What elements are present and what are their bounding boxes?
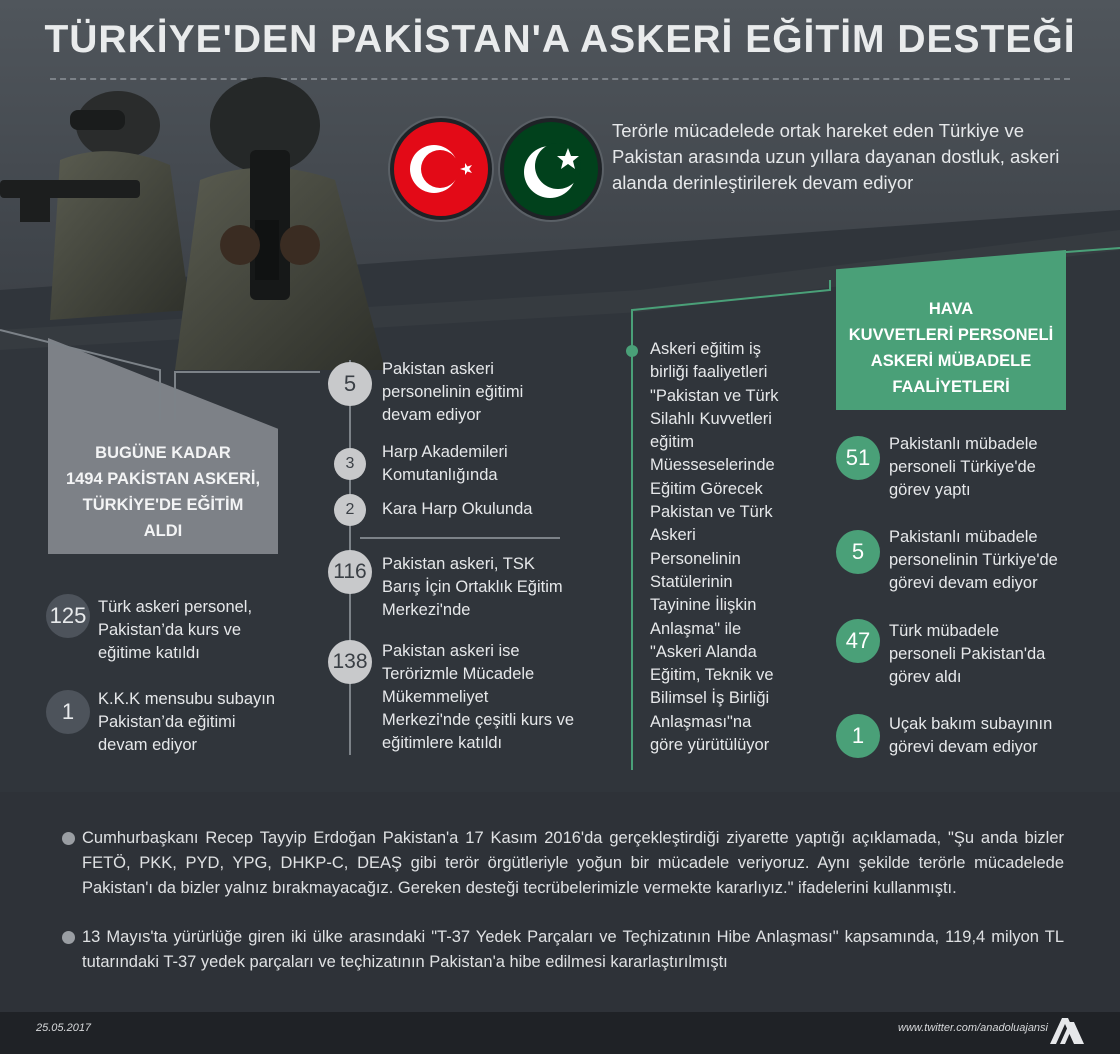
middle-line: Eğitim, Teknik ve bbox=[650, 666, 774, 685]
stat-line: Mükemmeliyet bbox=[382, 688, 489, 706]
stat-line: eğitime katıldı bbox=[98, 644, 200, 662]
middle-line: eğitim bbox=[650, 433, 695, 452]
middle-line: göre yürütülüyor bbox=[650, 736, 770, 755]
stat-number-circle: 138 bbox=[328, 640, 372, 684]
middle-line: "Askeri Alanda bbox=[650, 642, 757, 661]
stat-number-circle: 2 bbox=[334, 494, 366, 526]
anadolu-agency-logo-icon bbox=[1048, 1014, 1086, 1046]
middle-line: Müesseselerinde bbox=[650, 456, 775, 475]
middle-line: Anlaşması"na bbox=[650, 712, 752, 731]
heading-line: ASKERİ MÜBADELE bbox=[870, 352, 1032, 370]
stat-line: Pakistan askeri, TSK bbox=[382, 555, 535, 573]
publish-date: 25.05.2017 bbox=[36, 1022, 92, 1034]
stat-line: eğitimlere katıldı bbox=[382, 734, 503, 752]
stat-line: personeli Pakistan'da bbox=[889, 645, 1046, 663]
stat-line: Harp Akademileri bbox=[382, 443, 508, 461]
stat-description bbox=[98, 596, 288, 665]
stat-line: Merkezi'nde çeşitli kurs ve bbox=[382, 711, 575, 729]
middle-line: Silahlı Kuvvetleri bbox=[650, 409, 772, 428]
middle-line: Tayinine İlişkin bbox=[650, 596, 757, 615]
stat-description bbox=[889, 713, 1089, 759]
stat-line: Pakistan’da kurs ve bbox=[98, 621, 242, 639]
middle-line: Anlaşma" ile bbox=[650, 619, 742, 638]
stat-line: görevi devam ediyor bbox=[889, 574, 1038, 592]
stat-line: devam ediyor bbox=[98, 736, 198, 754]
stat-number-circle: 125 bbox=[46, 594, 90, 638]
stat-number-circle: 5 bbox=[328, 362, 372, 406]
stat-line: personelinin eğitimi bbox=[382, 383, 524, 401]
turkey-flag bbox=[390, 118, 492, 220]
stat-number-circle: 1 bbox=[46, 690, 90, 734]
stat-description bbox=[382, 358, 582, 427]
stat-line: personelinin Türkiye'de bbox=[889, 551, 1058, 569]
stat-number-circle: 116 bbox=[328, 550, 372, 594]
middle-line: "Pakistan ve Türk bbox=[650, 386, 779, 405]
middle-line: Statülerinin bbox=[650, 572, 733, 591]
stat-description bbox=[382, 640, 592, 755]
note-paragraph: 13 Mayıs'ta yürürlüğe giren iki ülke arasındaki "T-37 Yedek Parçaları ve Teçhizatının Hibe Anlaşması" kapsamında, 119,4 milyon TL tutarındaki T-37 yedek parçaları ve teçhizatının Pakistan'a hibe edilmesi kararlaştırılmıştı bbox=[82, 928, 1064, 971]
middle-agreement-text bbox=[650, 338, 800, 757]
stat-description bbox=[382, 498, 582, 521]
middle-line: Personelinin bbox=[650, 549, 741, 568]
stat-line: Pakistanlı mübadele bbox=[889, 435, 1038, 453]
timeline-dot bbox=[626, 345, 638, 357]
stat-line: görevi devam ediyor bbox=[889, 738, 1038, 756]
stat-line: K.K.K mensubu subayın bbox=[98, 690, 276, 708]
heading-line: KUVVETLERİ PERSONELİ bbox=[848, 326, 1054, 344]
air-force-heading bbox=[836, 296, 1066, 400]
stat-line: görev yaptı bbox=[889, 481, 971, 499]
stat-number-circle: 3 bbox=[334, 448, 366, 480]
middle-line: Pakistan ve Türk bbox=[650, 503, 773, 522]
stat-line: Pakistan askeri bbox=[382, 360, 494, 378]
stat-number-circle: 5 bbox=[836, 530, 880, 574]
note-paragraph: Cumhurbaşkanı Recep Tayyip Erdoğan Pakistan'a 17 Kasım 2016'da gerçekleştirdiği ziyarette yaptığı açıklamada, "Şu anda bizler FETÖ, PKK, PYD, YPG, DHKP-C, DEAŞ gibi terör örgütleriyle yoğun bir mücadele veriyoruz. Aynı şekilde terörle mücadelede Pakistan'ı da bizler yalnız bırakmayacağız. Gereken desteği tecrübelerimizle vermekte kararlıyız." ifadelerini kullanmıştı. bbox=[82, 829, 1064, 897]
page-title: TÜRKİYE'DEN PAKİSTAN'A ASKERİ EĞİTİM DESTEĞİ bbox=[44, 18, 1076, 61]
stat-description bbox=[382, 441, 582, 487]
stat-number-circle: 1 bbox=[836, 714, 880, 758]
stat-line: Türk askeri personel, bbox=[98, 598, 253, 616]
pakistan-flag bbox=[500, 118, 602, 220]
left-summary-heading bbox=[48, 440, 278, 544]
bullet-icon bbox=[62, 931, 75, 944]
stat-description bbox=[889, 433, 1089, 502]
left-connector-lines bbox=[0, 300, 320, 420]
heading-line: 1494 PAKİSTAN ASKERİ, bbox=[65, 470, 261, 488]
heading-line: FAALİYETLERİ bbox=[892, 378, 1010, 396]
intro-text: Terörle mücadelede ortak hareket eden Türkiye ve Pakistan arasında uzun yıllara dayanan dostluk, askeri alanda derinleştirilerek devam ediyor bbox=[612, 120, 1060, 193]
middle-line: Eğitim Görecek bbox=[650, 479, 763, 498]
center-divider bbox=[360, 537, 560, 539]
middle-line: Askeri bbox=[650, 526, 696, 545]
stat-line: Barış İçin Ortaklık Eğitim bbox=[382, 578, 563, 596]
middle-line: birliği faaliyetleri bbox=[650, 363, 768, 382]
stat-line: Pakistan’da eğitimi bbox=[98, 713, 236, 731]
twitter-link[interactable]: www.twitter.com/anadoluajansi bbox=[898, 1022, 1048, 1034]
stat-line: Komutanlığında bbox=[382, 466, 498, 484]
stat-line: Pakistan askeri ise bbox=[382, 642, 520, 660]
heading-line: BUGÜNE KADAR bbox=[95, 444, 231, 462]
heading-line: ALDI bbox=[143, 522, 183, 540]
stat-line: Kara Harp Okulunda bbox=[382, 500, 533, 518]
middle-line: Bilimsel İş Birliği bbox=[650, 689, 770, 708]
stat-line: devam ediyor bbox=[382, 406, 482, 424]
stat-description bbox=[889, 526, 1099, 595]
stat-line: görev aldı bbox=[889, 668, 962, 686]
stat-number-circle: 51 bbox=[836, 436, 880, 480]
bullet-icon bbox=[62, 832, 75, 845]
stat-number-circle: 47 bbox=[836, 619, 880, 663]
heading-line: HAVA bbox=[928, 300, 974, 318]
notes-section bbox=[0, 792, 1120, 1012]
stat-description bbox=[98, 688, 288, 757]
middle-line: Askeri eğitim iş bbox=[650, 340, 761, 358]
stat-line: Pakistanlı mübadele bbox=[889, 528, 1038, 546]
stat-line: Terörizmle Mücadele bbox=[382, 665, 535, 683]
stat-line: Merkezi'nde bbox=[382, 601, 471, 619]
stat-description bbox=[889, 620, 1089, 689]
heading-line: TÜRKİYE'DE EĞİTİM bbox=[82, 496, 244, 514]
stat-line: Uçak bakım subayının bbox=[889, 715, 1053, 733]
stat-line: Türk mübadele bbox=[889, 622, 1000, 640]
stat-description bbox=[382, 553, 592, 622]
stat-line: personeli Türkiye'de bbox=[889, 458, 1036, 476]
